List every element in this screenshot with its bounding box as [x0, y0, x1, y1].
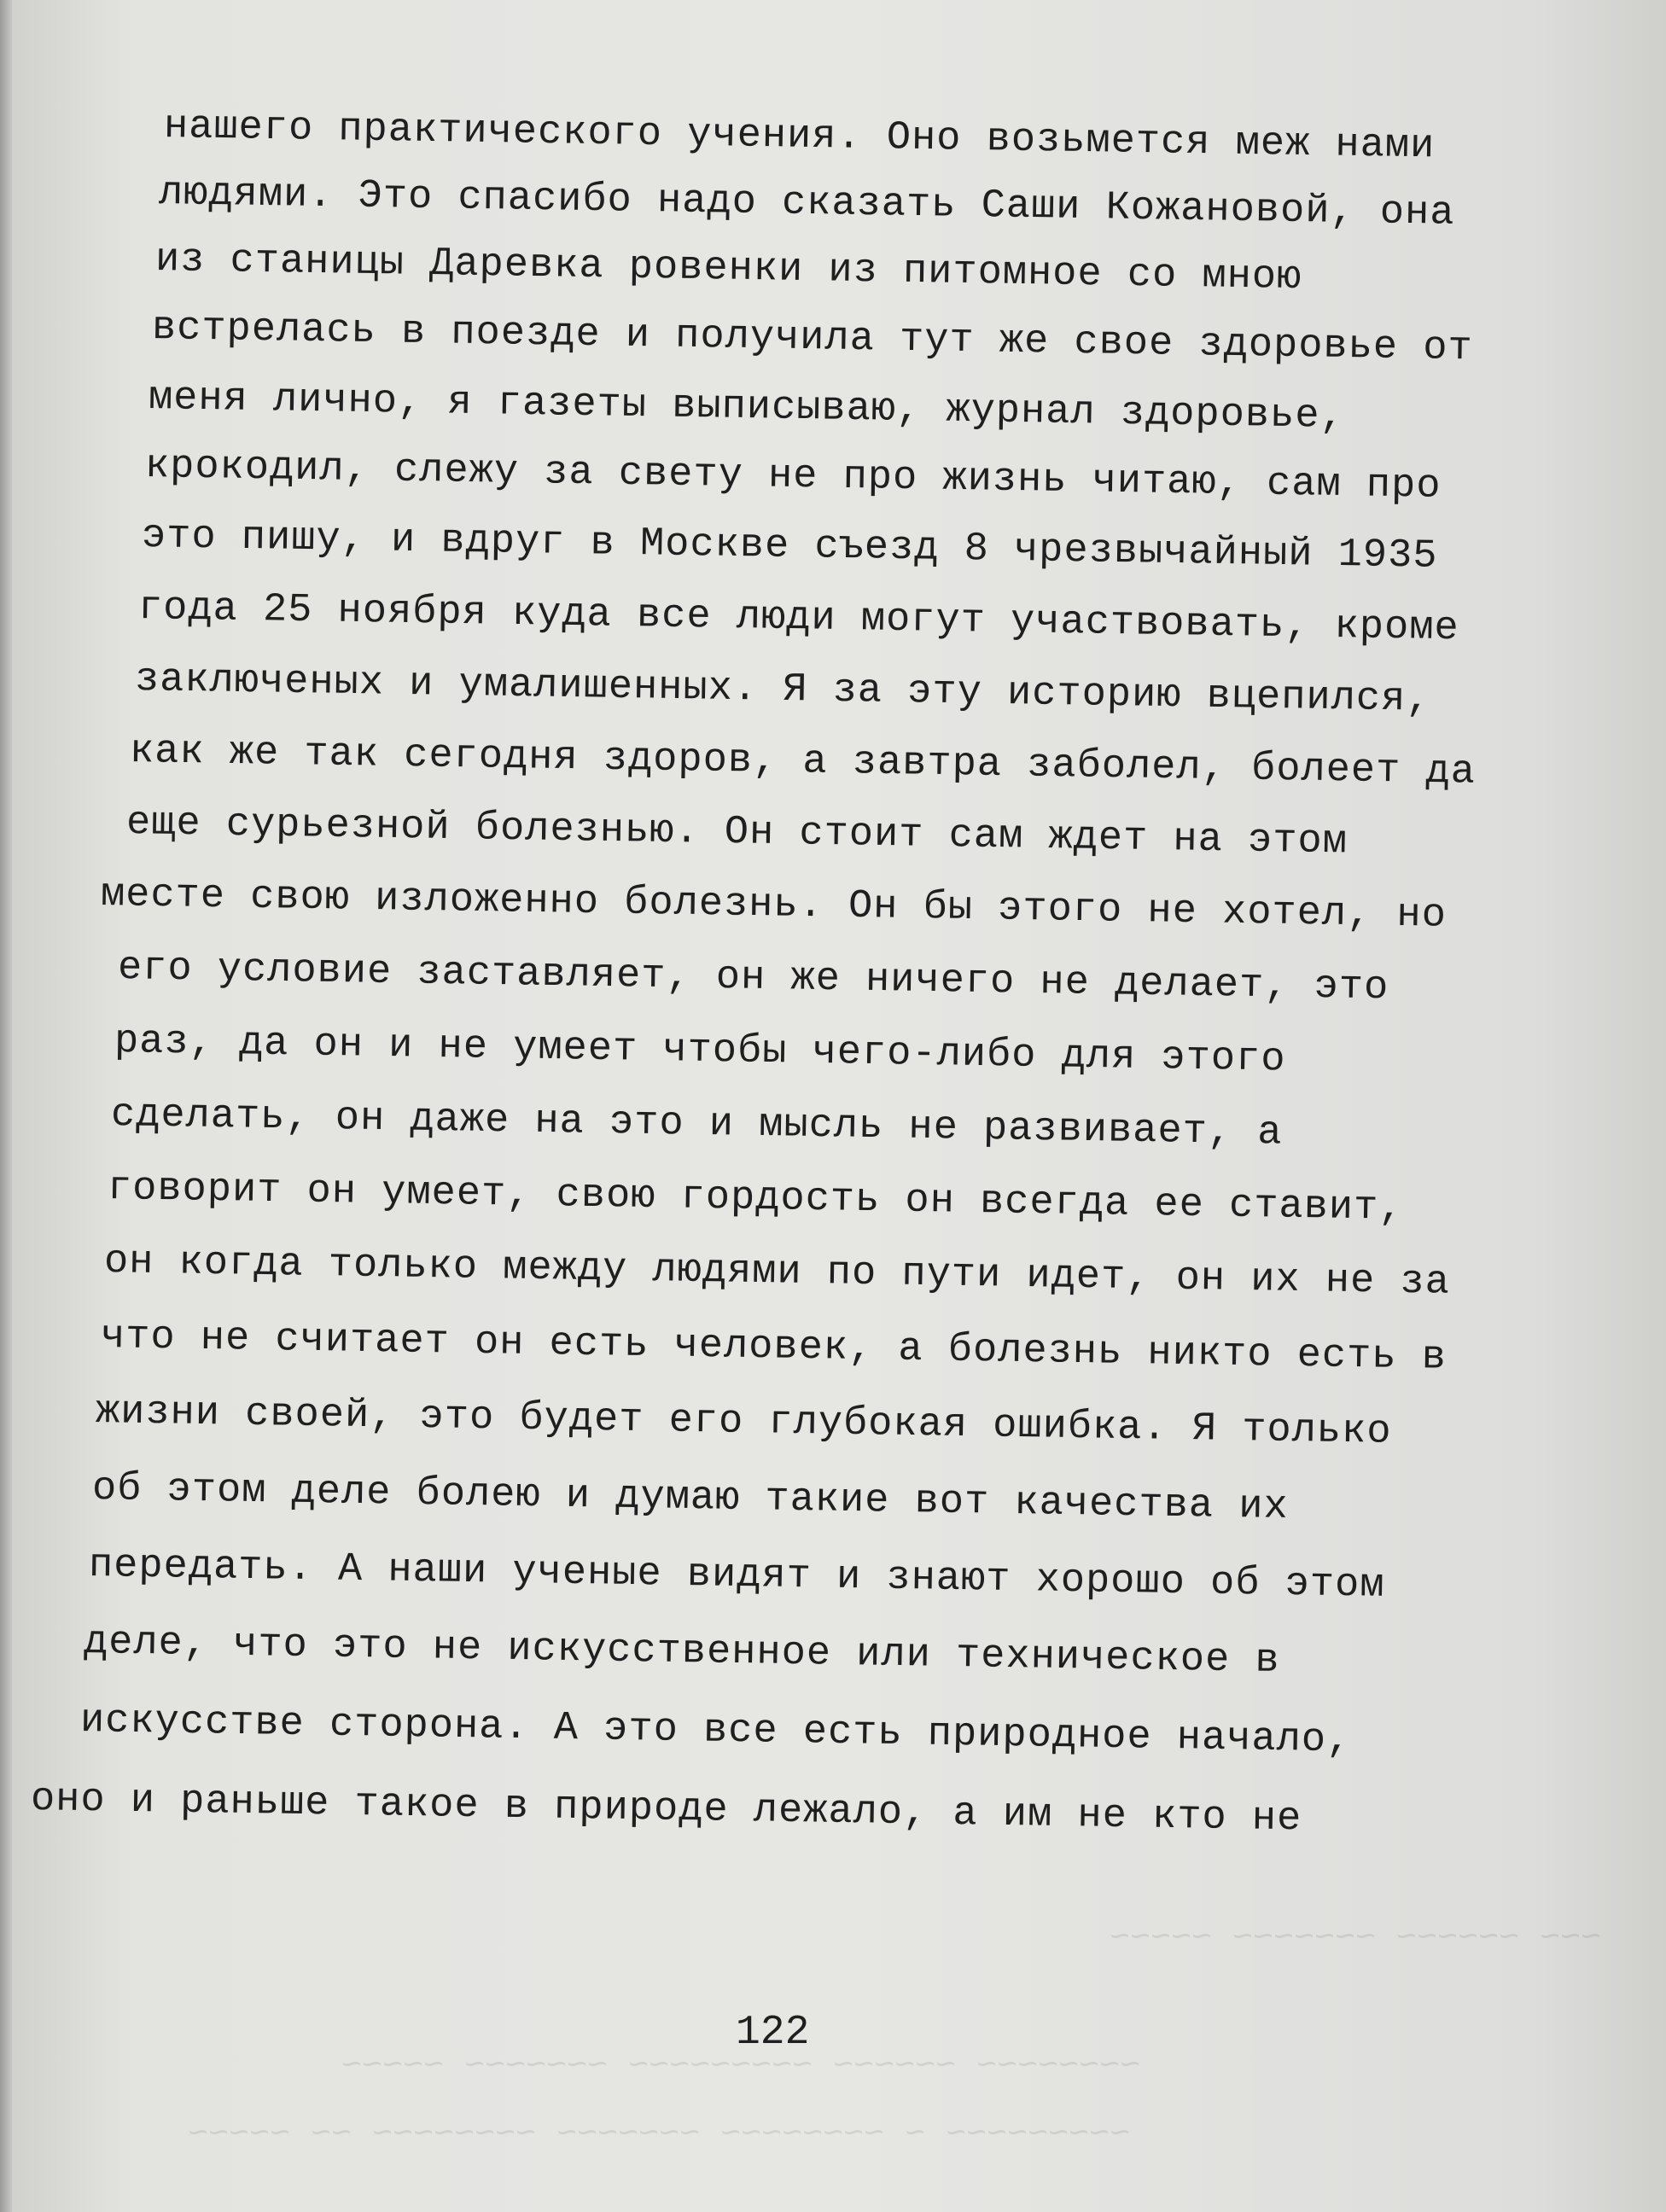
text-line: деле, что это не искусственное или техническое в [83, 1620, 1281, 1685]
text-line: меня лично, я газеты выписываю, журнал здоровье, [148, 375, 1346, 440]
bleed-through-text: ~~~~~~~~~ ~ ~~~~~~~~ ~~~~~~~ ~~~~~~~~ ~~ ~~~~~ [188, 2116, 1131, 2155]
text-line: людями. Это спасибо надо сказать Саши Кожановой, она [158, 171, 1455, 236]
text-line: года 25 ноября куда все люди могут участвовать, кроме [137, 585, 1460, 652]
bleed-through-text: ~~~~~~~~ ~~~~~~ ~~~~~~~~~ ~~~~~~~ ~~~~~ [341, 2048, 1141, 2087]
text-line: он когда только между людями по пути идет, он их не за [103, 1239, 1451, 1306]
text-line: как же так сегодня здоров, а завтра заболел, болеет да [129, 729, 1477, 795]
text-line: говорит он умеет, свою гордость он всегда ее ставит, [107, 1166, 1404, 1231]
text-line: жизни своей, это будет его глубокая ошибка. Я только [95, 1389, 1392, 1455]
bleed-through-text: ~~~ ~~~~~~ ~~~~~~~ ~~~~~ [1110, 1920, 1602, 1959]
text-line: месте свою изложенно болезнь. Он бы этого не хотел, но [100, 872, 1448, 939]
text-line: нашего практического учения. Оно возьмется меж нами [163, 104, 1436, 170]
text-line: его условие заставляет, он же ничего не делает, это [117, 946, 1389, 1011]
text-line: передать. А наши ученые видят и знают хорошо об этом [88, 1543, 1385, 1609]
text-line: из станицы Даревка ровенки из питомное со мною [154, 237, 1302, 301]
text-line: сделать, он даже на это и мысль не развивает, а [110, 1092, 1283, 1156]
text-line: об этом деле болею и думаю такие вот качества их [91, 1466, 1290, 1531]
text-line: это пишу, и вдруг в Москве съезд 8 чрезвычайный 1935 [141, 514, 1438, 579]
page-number: 122 [736, 2010, 810, 2056]
text-line: искусстве сторона. А это все есть природное начало, [79, 1698, 1352, 1764]
text-line: раз, да он и не умеет чтобы чего-либо для этого [114, 1019, 1286, 1083]
text-line: оно и раньше такое в природе лежало, а им не кто не [30, 1777, 1302, 1842]
text-line: крокодил, слежу за свету не про жизнь читаю, сам про [144, 444, 1442, 509]
text-line: заключеных и умалишенных. Я за эту историю вцепился, [134, 657, 1431, 723]
text-line: встрелась в поезде и получила тут же свое здоровье от [151, 306, 1474, 372]
text-line: что не считает он есть человек, а болезнь никто есть в [100, 1314, 1448, 1381]
text-line: еще сурьезной болезнью. Он стоит сам ждет на этом [125, 800, 1349, 865]
